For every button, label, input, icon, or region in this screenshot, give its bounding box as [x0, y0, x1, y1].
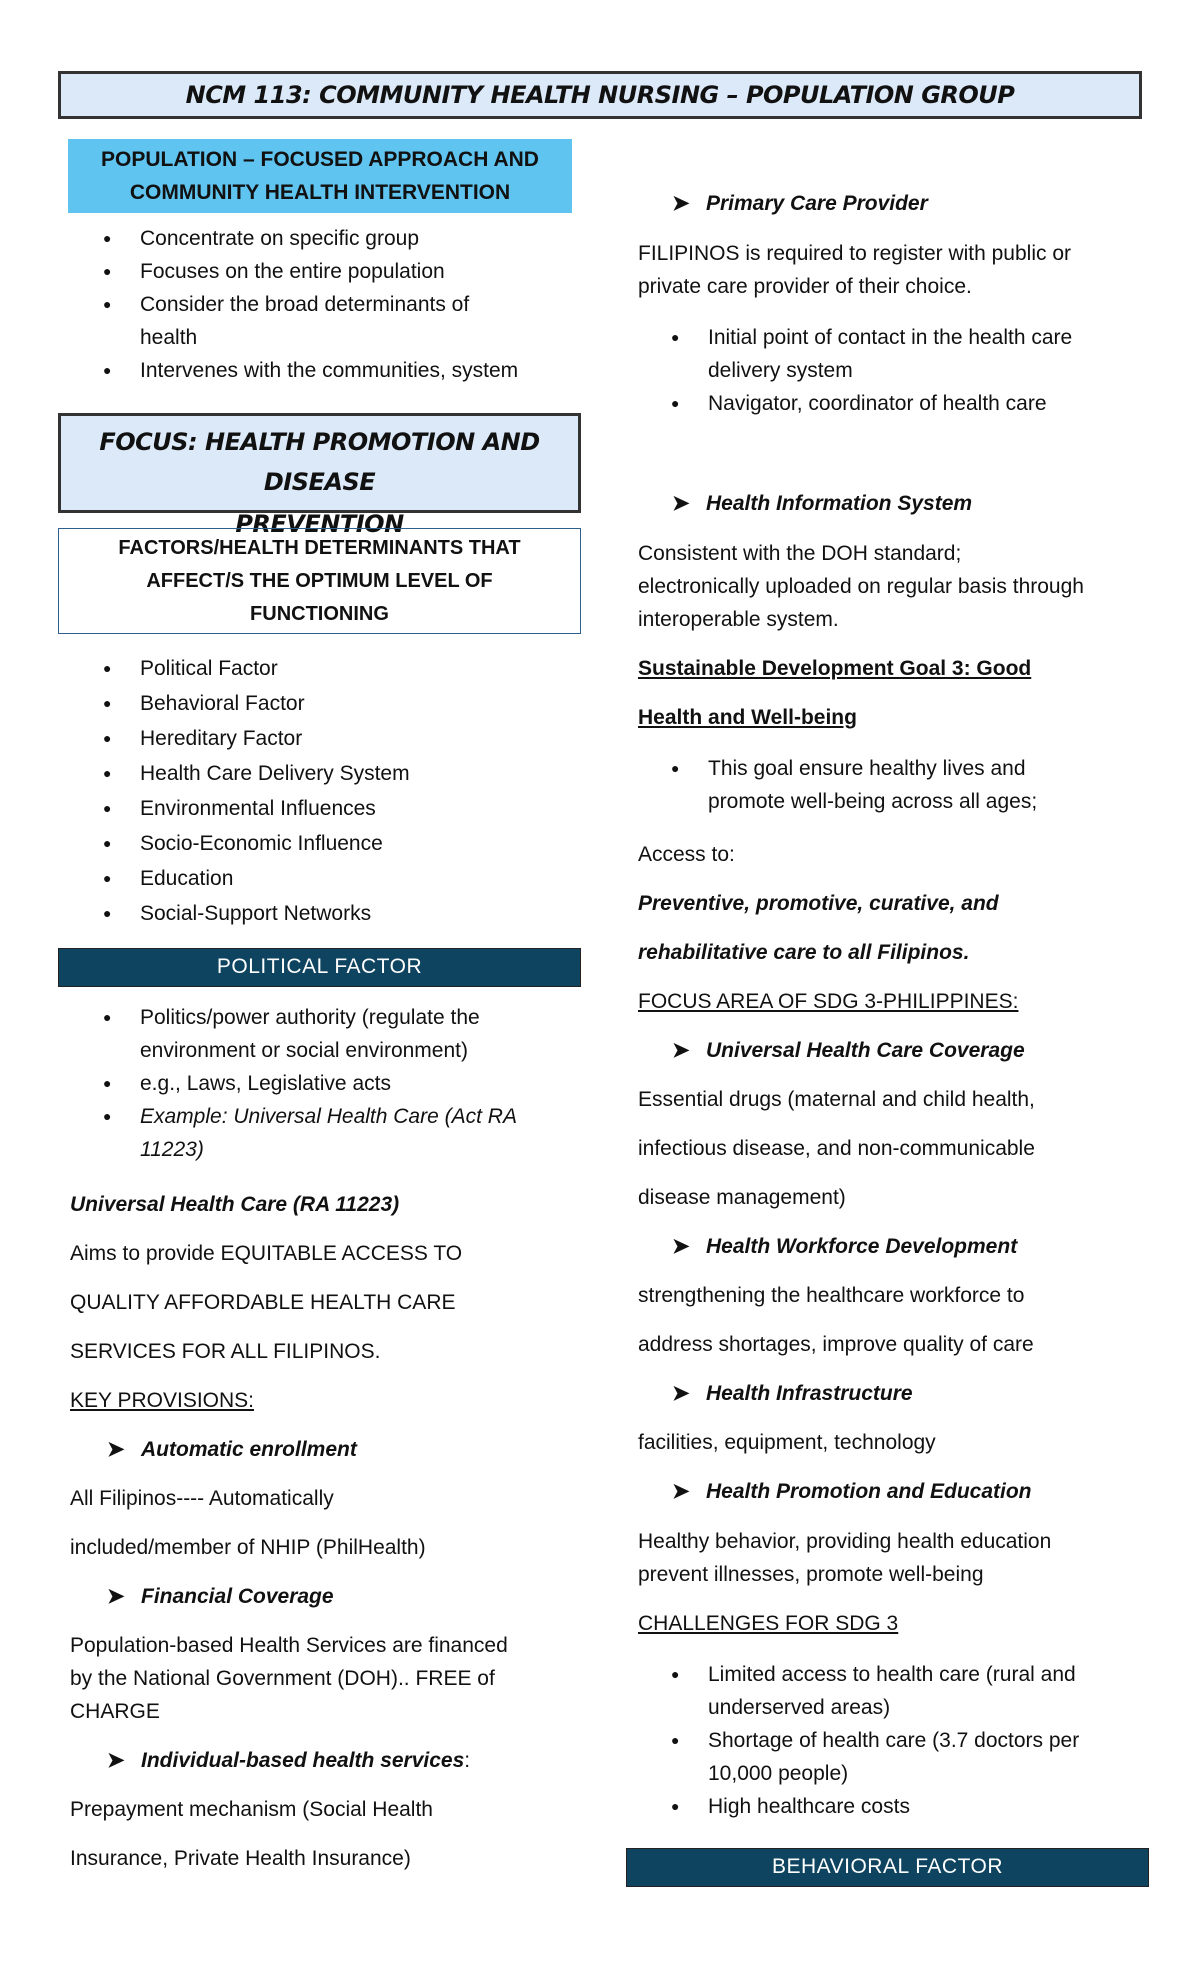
list-item: [70, 1001, 590, 1067]
heading-text: Financial Coverage: [141, 1585, 334, 1608]
list-item-text: This goal ensure healthy lives and: [708, 757, 1026, 780]
list-item: ● e.g., Laws, Legislative acts: [70, 1067, 590, 1100]
uhcc-line: infectious disease, and non-communicable: [638, 1137, 1035, 1160]
auto-line: included/member of NHIP (PhilHealth): [70, 1536, 426, 1559]
list-item: ● Environmental Influences: [70, 791, 590, 826]
list-item: ● Concentrate on specific group: [70, 222, 590, 255]
his-line: electronically uploaded on regular basis through: [638, 575, 1084, 598]
hi-heading: [672, 1377, 913, 1410]
list-item: ● Behavioral Factor: [70, 686, 590, 721]
hpe-heading: [672, 1475, 1032, 1508]
heading-text: Health Promotion and Education: [706, 1480, 1032, 1503]
list-item-text: Initial point of contact in the health care: [708, 326, 1073, 349]
sdg-list: [638, 752, 1158, 818]
access-line: rehabilitative care to all Filipinos.: [638, 941, 970, 964]
primary-list: [638, 321, 1158, 420]
heading-text: Health Information System: [706, 492, 973, 515]
arrow-icon: ➤: [672, 492, 690, 515]
heading-colon: :: [464, 1749, 471, 1772]
focus-box-line: FOCUS: HEALTH PROMOTION AND DISEASE: [99, 428, 540, 496]
access-line: Preventive, promotive, curative, and: [638, 892, 999, 915]
factors-box: [58, 528, 581, 634]
heading-text: Automatic enrollment: [141, 1438, 357, 1461]
uhcc-line: disease management): [638, 1186, 846, 1209]
list-item: ● Hereditary Factor: [70, 721, 590, 756]
list-item: [638, 1724, 1158, 1790]
auto-line: All Filipinos---- Automatically: [70, 1487, 334, 1510]
list-item-text: Limited access to health care (rural and: [708, 1663, 1076, 1686]
arrow-icon: ➤: [107, 1585, 125, 1608]
list-item: ● Education: [70, 861, 590, 896]
list-item: [70, 1100, 590, 1166]
access-label: Access to:: [638, 843, 735, 866]
hwd-line: address shortages, improve quality of care: [638, 1333, 1034, 1356]
hi-line: facilities, equipment, technology: [638, 1431, 936, 1454]
arrow-icon: ➤: [672, 192, 690, 215]
list-item: [638, 1658, 1158, 1724]
arrow-icon: ➤: [672, 1039, 690, 1062]
heading-text: Universal Health Care Coverage: [706, 1039, 1025, 1062]
heading-text: Primary Care Provider: [706, 192, 928, 215]
list-item-text: health: [140, 326, 198, 349]
behavioral-factor-bar: BEHAVIORAL FACTOR: [626, 1848, 1149, 1887]
his-heading: [672, 487, 972, 520]
list-item: ● Intervenes with the communities, system: [70, 354, 590, 387]
uhcc-line: Essential drugs (maternal and child health,: [638, 1088, 1035, 1111]
challenges-heading: CHALLENGES FOR SDG 3: [638, 1612, 899, 1635]
financial-line: by the National Government (DOH).. FREE of: [70, 1667, 495, 1690]
heading-text: Health Infrastructure: [706, 1382, 913, 1405]
list-item: [638, 321, 1158, 387]
list-item: ● Health Care Delivery System: [70, 756, 590, 791]
hwd-heading: [672, 1230, 1017, 1263]
automatic-enrollment-heading: [107, 1433, 357, 1466]
list-item-text: Politics/power authority (regulate the: [140, 1006, 480, 1029]
his-line: Consistent with the DOH standard;: [638, 542, 962, 565]
heading-text: Individual-based health services: [141, 1749, 465, 1772]
hpe-line: Healthy behavior, providing health education: [638, 1530, 1052, 1553]
list-item-text: Shortage of health care (3.7 doctors per: [708, 1729, 1080, 1752]
page-title: NCM 113: COMMUNITY HEALTH NURSING – POPULATION GROUP: [58, 71, 1142, 119]
uhc-title: Universal Health Care (RA 11223): [70, 1193, 400, 1216]
his-line: interoperable system.: [638, 608, 839, 631]
arrow-icon: ➤: [107, 1749, 125, 1772]
hpe-line: prevent illnesses, promote well-being: [638, 1563, 984, 1586]
individual-line: Insurance, Private Health Insurance): [70, 1847, 411, 1870]
arrow-icon: ➤: [672, 1235, 690, 1258]
list-item: ● Focuses on the entire population: [70, 255, 590, 288]
financial-line: Population-based Health Services are financed: [70, 1634, 508, 1657]
list-item-text: 10,000 people): [708, 1762, 849, 1785]
focus-area-heading: FOCUS AREA OF SDG 3-PHILIPPINES:: [638, 990, 1019, 1013]
list-item-text: environment or social environment): [140, 1039, 468, 1062]
list-item-text: underserved areas): [708, 1696, 891, 1719]
list-item-text: delivery system: [708, 359, 853, 382]
arrow-icon: ➤: [672, 1382, 690, 1405]
list-item-text: Consider the broad determinants of: [140, 293, 470, 316]
factors-box-line: FACTORS/HEALTH DETERMINANTS THAT: [118, 537, 521, 559]
sdg-title: Health and Well-being: [638, 706, 857, 729]
arrow-icon: ➤: [672, 1480, 690, 1503]
arrow-icon: ➤: [107, 1438, 125, 1461]
political-factor-bar: POLITICAL FACTOR: [58, 948, 581, 987]
political-list: [70, 1001, 590, 1166]
list-item: [70, 288, 590, 354]
focus-box: [58, 413, 581, 538]
uhc-line: QUALITY AFFORDABLE HEALTH CARE: [70, 1291, 456, 1314]
list-item: ● Political Factor: [70, 651, 590, 686]
focus-box-line: PREVENTION: [235, 510, 404, 538]
factors-list: [70, 651, 590, 931]
financial-line: CHARGE: [70, 1700, 160, 1723]
sdg-title: Sustainable Development Goal 3: Good: [638, 657, 1032, 680]
list-item: ● Navigator, coordinator of health care: [638, 387, 1158, 420]
approach-heading: [68, 139, 572, 213]
primary-line: FILIPINOS is required to register with public or: [638, 242, 1072, 265]
approach-heading-line: COMMUNITY HEALTH INTERVENTION: [129, 181, 511, 204]
heading-text: Health Workforce Development: [706, 1235, 1018, 1258]
uhc-line: SERVICES FOR ALL FILIPINOS.: [70, 1340, 381, 1363]
individual-services-heading: [107, 1744, 470, 1777]
factors-box-line: AFFECT/S THE OPTIMUM LEVEL OF: [146, 570, 493, 592]
financial-coverage-heading: [107, 1580, 334, 1613]
list-item: [638, 752, 1158, 818]
hwd-line: strengthening the healthcare workforce to: [638, 1284, 1025, 1307]
uhc-line: Aims to provide EQUITABLE ACCESS TO: [70, 1242, 463, 1265]
approach-heading-line: POPULATION – FOCUSED APPROACH AND: [101, 148, 539, 171]
approach-list: [70, 222, 590, 387]
factors-box-line: FUNCTIONING: [250, 603, 389, 625]
list-item: ● Social-Support Networks: [70, 896, 590, 931]
list-item: ● Socio-Economic Influence: [70, 826, 590, 861]
list-item: ● High healthcare costs: [638, 1790, 1158, 1823]
list-item-text: promote well-being across all ages;: [708, 790, 1038, 813]
list-item-text: Example: Universal Health Care (Act RA: [140, 1105, 517, 1128]
challenges-list: [638, 1658, 1158, 1823]
uhcc-heading: [672, 1034, 1025, 1067]
primary-line: private care provider of their choice.: [638, 275, 972, 298]
key-provisions-heading: KEY PROVISIONS:: [70, 1389, 255, 1412]
list-item-text: 11223): [140, 1138, 204, 1161]
individual-line: Prepayment mechanism (Social Health: [70, 1798, 433, 1821]
primary-care-heading: [672, 187, 928, 220]
